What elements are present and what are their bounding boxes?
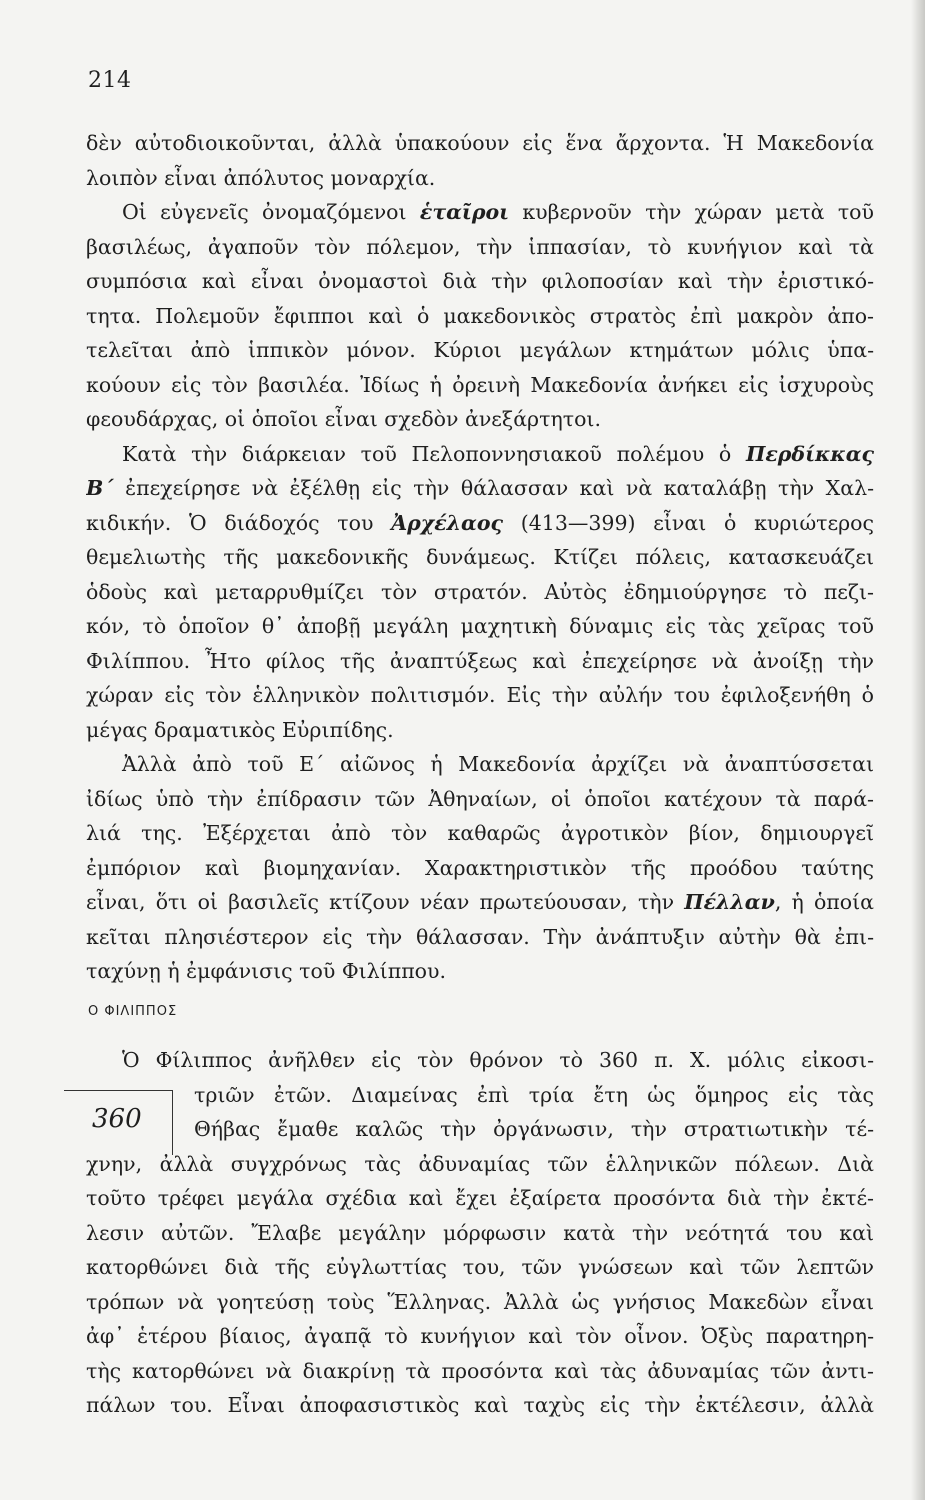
text-line: Φιλίππου. Ἦτο φίλος τῆς ἀναπτύξεως καὶ ἐπεχείρησε νὰ ἀνοίξῃ τὴν [86, 648, 874, 673]
text-line: ἀφ᾽ ἑτέρου βίαιος, ἀγαπᾷ τὸ κυνήγιον καὶ τὸν οἶνον. Ὀξὺς παρατηρη- [86, 1324, 874, 1348]
page-number: 214 [88, 68, 132, 93]
text-span: Οἱ εὐγενεῖς ὀνομαζόμενοι [122, 200, 420, 224]
text-line: βασιλέως, ἀγαποῦν τὸν πόλεμον, τὴν ἱππασίαν, τὸ κυνήγιον καὶ τὰ [86, 234, 874, 259]
text-line: ταχύνῃ ἡ ἐμφάνισις τοῦ Φιλίππου. [86, 959, 446, 983]
text-block-top [86, 126, 874, 989]
text-line: κούουν εἰς τὸν βασιλέα. Ἰδίως ἡ ὀρεινὴ Μακεδονία ἀνήκει εἰς ἰσχυροὺς [86, 372, 874, 397]
text-span: ἐπεχείρησε νὰ ἐξέλθῃ εἰς τὴν θάλασσαν καὶ νὰ καταλάβῃ τὴν Χαλ- [113, 476, 874, 500]
text-line: τελεῖται ἀπὸ ἱππικὸν μόνον. Κύριοι μεγάλων κτημάτων μόλις ὑπα- [86, 338, 874, 362]
text-line: χνην, ἀλλὰ συγχρόνως τὰς ἀδυναμίας τῶν ἑλληνικῶν πόλεων. Διὰ [86, 1151, 874, 1176]
text-span: κιδικήν. Ὁ διάδοχός του [86, 510, 392, 535]
text-line [86, 506, 874, 541]
name-perdikkas: Περδίκκας [745, 441, 874, 466]
text-line: κεῖται πλησιέστερον εἰς τὴν θάλασσαν. Τὴν ἀνάπτυξιν αὐτὴν θὰ ἐπι- [86, 924, 874, 949]
text-line: τὴς κατορθώνει νὰ διακρίνῃ τὰ προσόντα καὶ τὰς ἀδυναμίας τῶν ἀντι- [86, 1358, 874, 1383]
text-span: κυβερνοῦν τὴν χώραν μετὰ τοῦ [509, 200, 874, 224]
text-line: φεουδάρχας, οἱ ὁποῖοι εἶναι σχεδὸν ἀνεξάρτητοι. [86, 407, 601, 431]
text-line: Ἀλλὰ ἀπὸ τοῦ Ε΄ αἰῶνος ἡ Μακεδονία ἀρχίζει νὰ ἀναπτύσσεται [122, 752, 874, 776]
text-span: Κατὰ τὴν διάρκειαν τοῦ Πελοποννησιακοῦ πολέμου ὁ [122, 441, 746, 466]
text-line: θεμελιωτὴς τῆς μακεδονικῆς δυνάμεως. Κτίζει πόλεις, κατασκευάζει [86, 545, 874, 569]
text-line: ἰδίως ὑπὸ τὴν ἐπίδρασιν τῶν Ἀθηναίων, οἱ ὁποῖοι κατέχουν τὰ παρά- [86, 786, 874, 811]
name-beta: Β΄ [86, 476, 114, 500]
text-span: (413—399) εἶναι ὁ κυριώτερος [503, 510, 874, 535]
text-line: ἐμπόριον καὶ βιομηχανίαν. Χαρακτηριστικὸν τῆς προόδου ταύτης [86, 855, 874, 880]
name-archelaos: Ἀρχέλαος [391, 510, 503, 535]
section-heading: Ο ΦΙΛΙΠΠΟΣ [88, 1004, 178, 1019]
text-line: τρόπων νὰ γοητεύσῃ τοὺς Ἕλληνας. Ἀλλὰ ὡς γνήσιος Μακεδὼν εἶναι [86, 1289, 874, 1314]
text-block-philippos [86, 1043, 874, 1423]
text-line: τοῦτο τρέφει μεγάλα σχέδια καὶ ἔχει ἐξαίρετα προσόντα διὰ τὴν ἐκτέ- [86, 1186, 874, 1210]
text-line: κόν, τὸ ὁποῖον θ᾽ ἀποβῇ μεγάλη μαχητικὴ δύναμις εἰς τὰς χεῖρας τοῦ [86, 614, 874, 638]
text-line: μέγας δραματικὸς Εὐριπίδης. [86, 717, 394, 742]
text-line: συμπόσια καὶ εἶναι ὀνομαστοὶ διὰ τὴν φιλοποσίαν καὶ τὴν ἐριστικό- [86, 269, 874, 293]
page-edge [911, 0, 925, 1500]
text-line: Θήβας ἔμαθε καλῶς τὴν ὀργάνωσιν, τὴν στρατιωτικὴν τέ- [194, 1117, 874, 1141]
term-etairoi: ἑταῖροι [419, 200, 510, 224]
text-line: Ὁ Φίλιππος ἀνῆλθεν εἰς τὸν θρόνον τὸ 360 π. Χ. μόλις εἰκοσι- [122, 1048, 874, 1072]
text-line: ὁδοὺς καὶ μεταρρυθμίζει τὸν στρατόν. Αὐτὸς ἐδημιούργησε τὸ πεζι- [86, 579, 874, 604]
text-line: λεσιν αὐτῶν. Ἔλαβε μεγάλην μόρφωσιν κατὰ τὴν νεότητά του καὶ [86, 1220, 874, 1245]
text-line: λιά της. Ἐξέρχεται ἀπὸ τὸν καθαρῶς ἀγροτικὸν βίον, δημιουργεῖ [86, 821, 874, 845]
text-line: δὲν αὐτοδιοικοῦνται, ἀλλὰ ὑπακούουν εἰς ἕνα ἄρχοντα. Ἡ Μακεδονία [86, 131, 874, 155]
text-line: χώραν εἰς τὸν ἑλληνικὸν πολιτισμόν. Εἰς τὴν αὐλήν του ἐφιλοξενήθη ὁ [86, 683, 874, 707]
text-span: εἶναι, ὅτι οἱ βασιλεῖς κτίζουν νέαν πρωτεύουσαν, τὴν [86, 890, 685, 914]
text-line [86, 885, 874, 920]
text-line: λοιπὸν εἶναι ἀπόλυτος μοναρχία. [86, 165, 436, 190]
text-span: , ἡ ὁποία [774, 890, 874, 914]
text-line [86, 471, 874, 506]
text-line: τριῶν ἐτῶν. Διαμείνας ἐπὶ τρία ἔτη ὡς ὅμηρος εἰς τὰς [194, 1082, 874, 1107]
text-line: πάλων του. Εἶναι ἀποφασιστικὸς καὶ ταχὺς εἰς τὴν ἐκτέλεσιν, ἀλλὰ [86, 1393, 874, 1417]
margin-note: 360 [92, 1104, 142, 1134]
text-line: τητα. Πολεμοῦν ἔφιπποι καὶ ὁ μακεδονικὸς στρατὸς ἐπὶ μακρὸν ἀπο- [86, 303, 874, 328]
name-pella: Πέλλαν [684, 890, 775, 914]
text-line: κατορθώνει διὰ τῆς εὐγλωττίας του, τῶν γνώσεων καὶ τῶν λεπτῶν [86, 1255, 874, 1279]
text-line [86, 437, 874, 472]
text-line [86, 195, 874, 230]
